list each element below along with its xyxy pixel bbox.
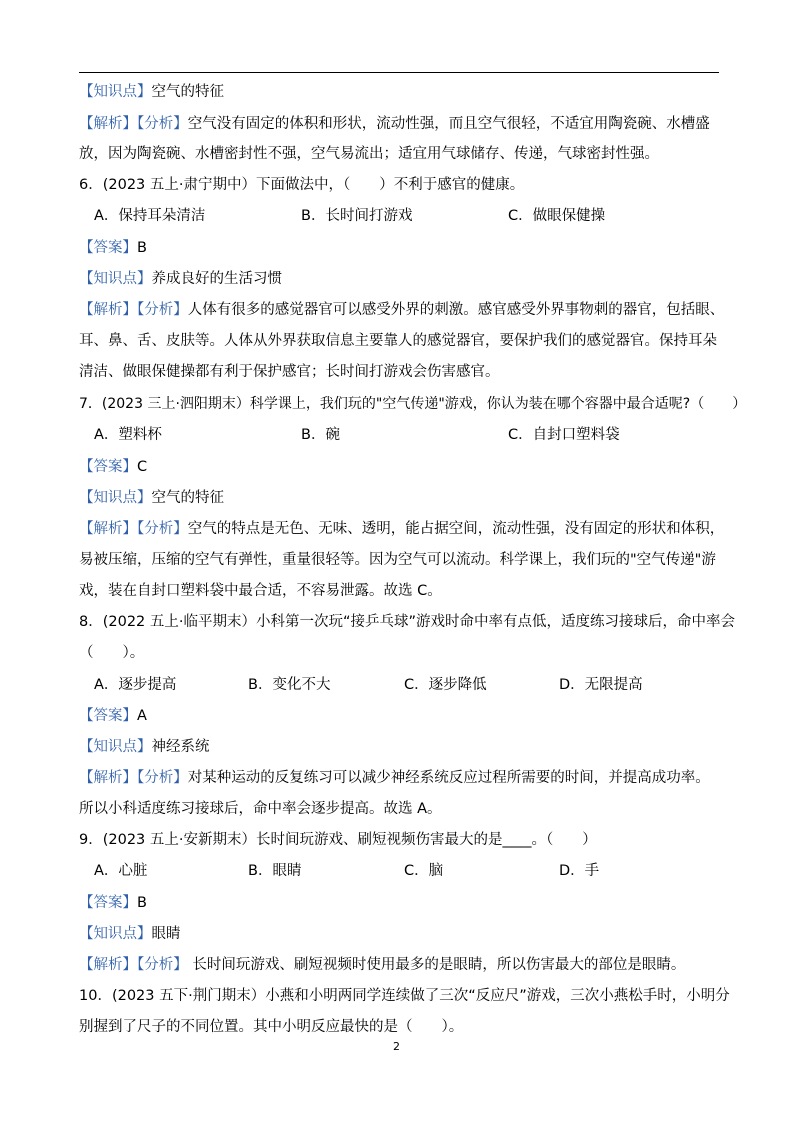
q7-analysis-line (79, 519, 724, 539)
q9-option-d: D．手 (559, 863, 600, 879)
q5-knowledge-line (79, 82, 224, 102)
q7-knowledge-line (79, 488, 224, 508)
q7-option-a: A．塑料杯 (94, 427, 162, 443)
analysis-text: 空气没有固定的体积和形状，流动性强，而且空气很轻，不适宜用陶瓷碗、水槽盛 (187, 116, 710, 132)
analysis-text: 戏，装在自封口塑料袋中最合适，不容易泄露。故选 C。 (79, 583, 442, 599)
q8-stem: 8．(2022 五上·临平期末）小科第一次玩“接乒乓球”游戏时命中率有点低，适度练习接球后，命中率会 (79, 614, 736, 630)
analysis-text: 所以小科适度练习接球后，命中率会逐步提高。故选 A。 (79, 801, 442, 817)
q8-stem: （ ）。 (79, 645, 145, 661)
answer-text: B (137, 895, 147, 911)
q10-stem: 10．(2023 五下·荆门期末）小燕和小明两同学连续做了三次“反应尺”游戏，三次小燕松手时，小明分 (79, 988, 730, 1004)
analysis-tag: 【解析】【分析】 (79, 302, 188, 318)
answer-tag: 【答案】 (79, 240, 137, 256)
q6-option-a: A．保持耳朵清洁 (94, 208, 206, 224)
q8-option-d: D．无限提高 (559, 677, 643, 693)
q6-option-c: C．做眼保健操 (508, 208, 606, 224)
q9-option-b: B．眼睛 (248, 863, 302, 879)
analysis-text: 对某种运动的反复练习可以减少神经系统反应过程所需要的时间，并提高成功率。 (187, 770, 710, 786)
q9-knowledge-line (79, 924, 181, 944)
q9-analysis-line (79, 955, 685, 975)
knowledge-tag: 【知识点】 (79, 271, 152, 287)
q6-option-b: B．长时间打游戏 (301, 208, 413, 224)
analysis-tag: 【解析】【分析】 (79, 116, 188, 132)
analysis-text: 长时间玩游戏、刷短视频时使用最多的是眼睛，所以伤害最大的部位是眼睛。 (187, 957, 686, 973)
q8-answer-line (79, 706, 147, 726)
analysis-tag: 【解析】【分析】 (79, 957, 188, 973)
q10-stem: 别握到了尺子的不同位置。其中小明反应最快的是（ ）。 (79, 1019, 464, 1035)
analysis-text: 空气的特点是无色、无味、透明，能占据空间，流动性强，没有固定的形状和体积， (187, 521, 725, 537)
q8-option-a: A．逐步提高 (94, 677, 177, 693)
answer-tag: 【答案】 (79, 708, 137, 724)
q9-answer-line (79, 893, 147, 913)
q9-option-a: A．心脏 (94, 863, 148, 879)
q5-analysis-line (79, 114, 710, 134)
q6-knowledge-line (79, 269, 282, 289)
analysis-tag: 【解析】【分析】 (79, 770, 188, 786)
knowledge-tag: 【知识点】 (79, 490, 152, 506)
knowledge-tag: 【知识点】 (79, 739, 152, 755)
answer-text: B (137, 240, 147, 256)
q7-option-b: B．碗 (301, 427, 340, 443)
knowledge-text: 养成良好的生活习惯 (151, 271, 282, 287)
q6-answer-line (79, 238, 147, 258)
q7-stem: 7．(2023 三上·泗阳期末）科学课上，我们玩的"空气传递"游戏，你认为装在哪个容器中最合适呢?（ ） (79, 396, 747, 412)
q8-option-b: B．变化不大 (248, 677, 331, 693)
q9-option-c: C．脑 (404, 863, 444, 879)
header-rule (79, 72, 719, 73)
page-number: 2 (393, 1040, 400, 1053)
analysis-text: 耳、鼻、舌、皮肤等。人体从外界获取信息主要靠人的感觉器官，要保护我们的感觉器官。保持耳朵 (79, 333, 717, 349)
analysis-text: 人体有很多的感觉器官可以感受外界的刺激。感官感受外界事物刺的器官，包括眼、 (187, 302, 725, 318)
knowledge-tag: 【知识点】 (79, 926, 152, 942)
q8-analysis-line (79, 768, 710, 788)
q8-knowledge-line (79, 737, 210, 757)
knowledge-text: 神经系统 (151, 739, 210, 755)
analysis-tag: 【解析】【分析】 (79, 521, 188, 537)
answer-tag: 【答案】 (79, 895, 137, 911)
q6-stem: 6．(2023 五上·肃宁期中）下面做法中，（ ）不利于感官的健康。 (79, 177, 525, 193)
analysis-text: 放，因为陶瓷碗、水槽密封性不强，空气易流出；适宜用气球储存、传递，气球密封性强。 (79, 146, 659, 162)
knowledge-tag: 【知识点】 (79, 84, 152, 100)
answer-tag: 【答案】 (79, 459, 137, 475)
q8-option-c: C．逐步降低 (404, 677, 487, 693)
q7-option-c: C．自封口塑料袋 (508, 427, 620, 443)
analysis-text: 清洁、做眼保健操都有利于保护感官；长时间打游戏会伤害感官。 (79, 364, 500, 380)
answer-text: C (137, 459, 148, 475)
q6-analysis-line (79, 300, 724, 320)
q7-answer-line (79, 457, 147, 477)
analysis-text: 易被压缩，压缩的空气有弹性，重量很轻等。因为空气可以流动。科学课上，我们玩的"空气传递"游 (79, 552, 716, 568)
knowledge-text: 空气的特征 (151, 84, 224, 100)
knowledge-text: 眼睛 (151, 926, 181, 942)
answer-text: A (137, 708, 147, 724)
q9-stem: 9．(2023 五上·安新期末）长时间玩游戏、刷短视频伤害最大的是____。（ ） (79, 832, 597, 848)
knowledge-text: 空气的特征 (151, 490, 224, 506)
